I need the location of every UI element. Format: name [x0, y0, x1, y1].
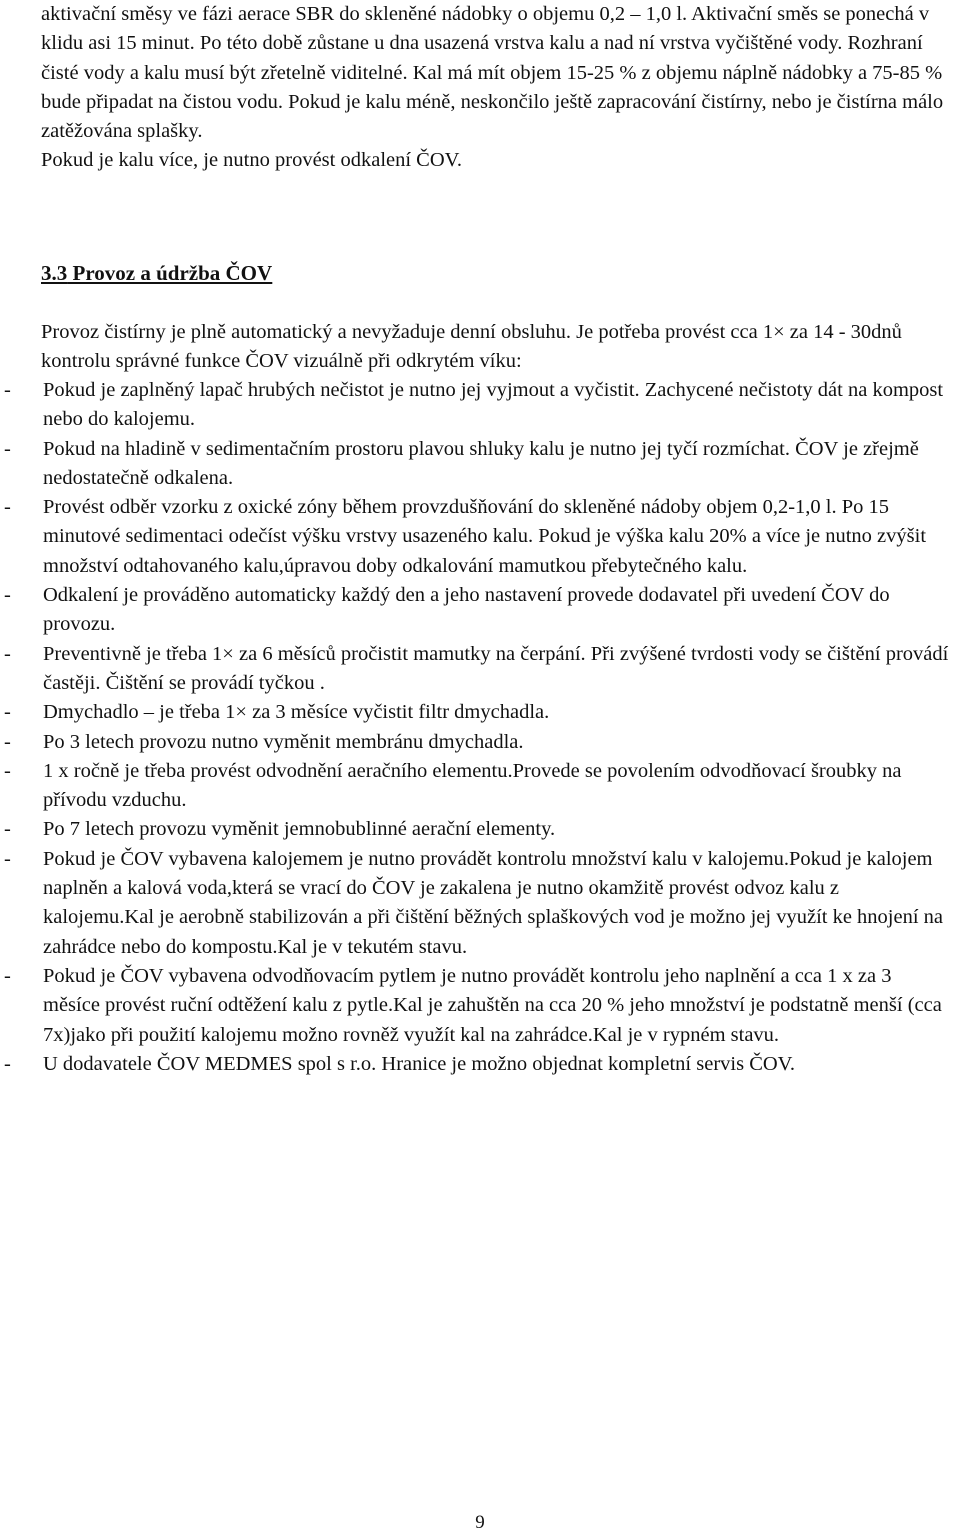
intro-text: aktivační směsy ve fázi aerace SBR do skleněné nádobky o objemu 0,2 – 1,0 l. Aktivační směs se ponechá v klidu asi 15 minut. Po této době zůstane u dna usazená vrstva kalu a nad ní vrstva vyčištěné vody. Rozhraní čisté vody a kalu musí být zřetelně viditelné. Kal má mít objem 15-25 % z objemu náplně nádobky a 75-85 % bude připadat na čistou vodu. Pokud je kalu méně, neskončilo ještě zapracování čistírny, nebo je čistírna málo zatěžována splašky.: [41, 3, 944, 143]
list-dash: -: [4, 437, 11, 460]
list-item: [0, 815, 953, 844]
section-number: 3.3: [41, 261, 68, 285]
list-item: [0, 376, 953, 435]
list-item-text: Provést odběr vzorku z oxické zóny během provzdušňování do skleněné nádoby objem 0,2-1,0 l. Po 15 minutové sedimentaci odečíst výšku vrstvy usazeného kalu. Pokud je výška kalu 20% a více je nutno zvýšit množství odtahovaného kalu,úpravou doby odkalování mamutkou přebytečného kalu.: [43, 496, 927, 577]
list-item-text: Pokud je ČOV vybavena kalojemem je nutno provádět kontrolu množství kalu v kalojemu.Pokud je kalojem naplněn a kalová voda,která se vrací do ČOV je zakalena je nutno okamžitě provést odvoz kalu z kalojemu.Kal je aerobně stabilizován a při čištění běžných splaškových vod je možno jej využít ke hnojení na zahrádce nebo do kompostu.Kal je v tekutém stavu.: [43, 847, 944, 958]
list-item: [0, 493, 953, 581]
list-item: [0, 728, 953, 757]
list-item-text: Preventivně je třeba 1× za 6 měsíců pročistit mamutky na čerpání. Při zvýšené tvrdosti vody se čištění provádí častěji. Čištění se provádí tyčkou .: [43, 642, 949, 694]
list-dash: -: [4, 1052, 11, 1075]
list-item: [0, 757, 953, 816]
section-heading: [41, 258, 272, 288]
list-item-text: Dmychadlo – je třeba 1× za 3 měsíce vyčistit filtr dmychadla.: [43, 701, 550, 724]
maintenance-list: [0, 376, 960, 1079]
list-item-text: Po 3 letech provozu nutno vyměnit membránu dmychadla.: [43, 730, 524, 753]
list-item-text: Pokud na hladině v sedimentačním prostoru plavou shluky kalu je nutno jej tyčí rozmíchat. ČOV je zřejmě nedostatečně odkalena.: [43, 437, 919, 489]
page-number: 9: [475, 1512, 485, 1533]
list-item-text: U dodavatele ČOV MEDMES spol s r.o. Hranice je možno objednat kompletní servis ČOV.: [43, 1052, 795, 1075]
intro-last-line: Pokud je kalu více, je nutno provést odkalení ČOV.: [41, 149, 462, 172]
list-item: [0, 435, 953, 494]
section-lead-paragraph: Provoz čistírny je plně automatický a nevyžaduje denní obsluhu. Je potřeba provést cca 1× za 14 - 30dnů kontrolu správné funkce ČOV vizuálně při odkrytém víku:: [41, 321, 902, 373]
list-item: [0, 845, 953, 962]
list-dash: -: [4, 818, 11, 841]
list-item: [0, 581, 953, 640]
list-dash: -: [4, 730, 11, 753]
intro-paragraph: [41, 0, 956, 176]
list-item-text: Odkalení je prováděno automaticky každý den a jeho nastavení provede dodavatel při uvedení ČOV do provozu.: [43, 584, 890, 636]
list-item: [0, 640, 953, 699]
list-dash: -: [4, 964, 11, 987]
list-item: [0, 1050, 953, 1079]
list-item-text: 1 x ročně je třeba provést odvodnění aeračního elementu.Provede se povolením odvodňovací šroubky na přívodu vzduchu.: [43, 759, 902, 812]
section-title: Provoz a údržba ČOV: [72, 261, 273, 285]
list-dash: -: [4, 379, 11, 401]
list-dash: -: [4, 584, 11, 607]
list-dash: -: [4, 496, 11, 519]
list-item: [0, 698, 953, 727]
list-dash: -: [4, 759, 11, 782]
list-item-text: Po 7 letech provozu vyměnit jemnobublinné aerační elementy.: [43, 818, 556, 841]
list-item-text: Pokud je ČOV vybavena odvodňovacím pytlem je nutno provádět kontrolu jeho naplnění a cca 1 x za 3 měsíce provést ruční odtěžení kalu z pytle.Kal je zahuštěn na cca 20 % jeho množství je podstatně menší (cca 7x)jako při použití kalojemu možno rovněž využít kal na zahrádce.Kal je v rypném stavu.: [43, 964, 942, 1046]
list-item: [0, 962, 953, 1050]
list-dash: -: [4, 701, 11, 724]
list-item-text: Pokud je zaplněný lapač hrubých nečistot je nutno jej vyjmout a vyčistit. Zachycené nečistoty dát na kompost nebo do kalojemu.: [43, 379, 944, 431]
list-dash: -: [4, 847, 11, 870]
section-heading-text: [41, 261, 272, 285]
list-dash: -: [4, 642, 11, 665]
